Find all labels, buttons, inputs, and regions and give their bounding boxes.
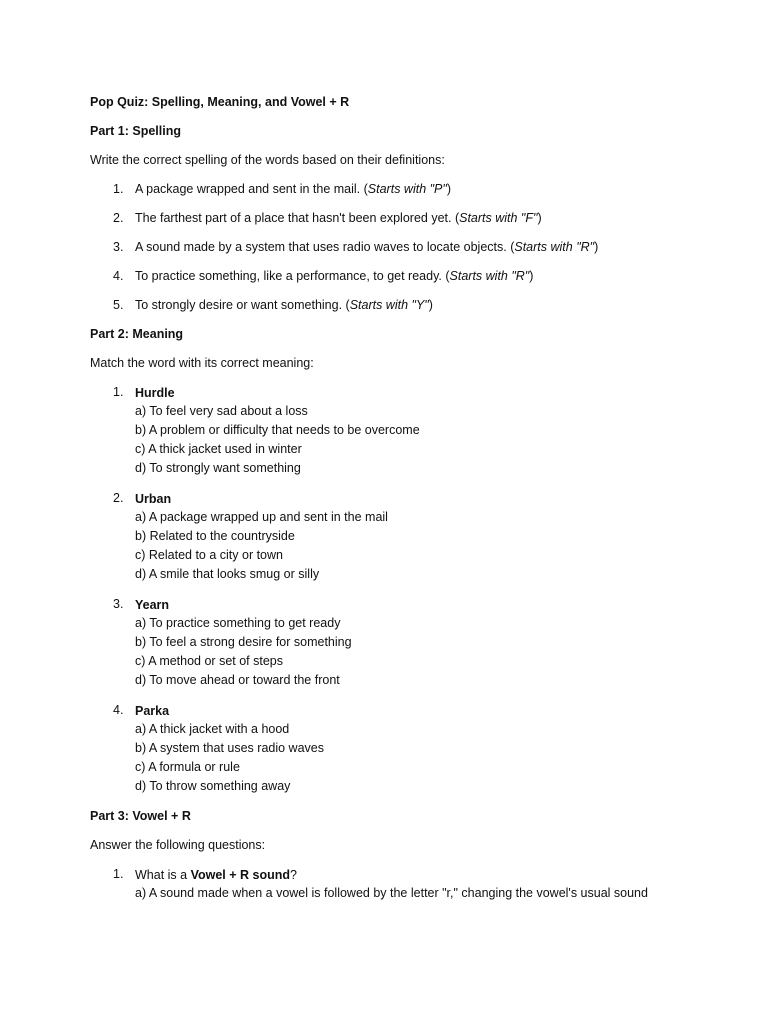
item-number: 4. — [113, 703, 124, 717]
option-a: a) A package wrapped up and sent in the mail — [135, 510, 388, 524]
part1-instructions: Write the correct spelling of the words based on their definitions: — [90, 153, 445, 167]
option-c: c) A thick jacket used in winter — [135, 442, 302, 456]
part3-list — [90, 866, 730, 903]
part2-instructions: Match the word with its correct meaning: — [90, 356, 314, 370]
item-word: Urban — [135, 492, 172, 506]
item-close: ) — [594, 240, 599, 254]
option-a: a) To practice something to get ready — [135, 616, 341, 630]
item-text: A package wrapped and sent in the mail. ( — [135, 182, 368, 196]
part2-item-4 — [90, 702, 730, 796]
part2-item-3 — [90, 596, 730, 690]
document-page — [90, 94, 730, 915]
item-word: Hurdle — [135, 386, 175, 400]
part3-heading: Part 3: Vowel + R — [90, 809, 191, 823]
option-c: c) Related to a city or town — [135, 548, 283, 562]
option-c: c) A formula or rule — [135, 760, 240, 774]
item-hint: Starts with "P" — [367, 182, 447, 196]
part3-instructions: Answer the following questions: — [90, 838, 266, 852]
part1-list — [90, 181, 730, 314]
part2-list — [90, 384, 730, 796]
part1-item-2 — [90, 210, 730, 227]
item-text: To strongly desire or want something. ( — [135, 298, 350, 312]
question-suffix: ? — [290, 868, 297, 882]
question-bold: Vowel + R sound — [190, 868, 291, 882]
option-a: a) A sound made when a vowel is followed by the letter "r," changing the vowel's usual sound — [135, 886, 648, 900]
item-hint: Starts with "R" — [449, 269, 530, 283]
item-hint: Starts with "Y" — [349, 298, 429, 312]
item-text: The farthest part of a place that hasn't been explored yet. ( — [135, 211, 460, 225]
option-b: b) A problem or difficulty that needs to be overcome — [135, 423, 420, 437]
option-a: a) To feel very sad about a loss — [135, 404, 308, 418]
part1-item-5 — [90, 297, 730, 314]
item-close: ) — [529, 269, 534, 283]
item-close: ) — [428, 298, 433, 312]
part1-item-4 — [90, 268, 730, 285]
item-text: To practice something, like a performance, to get ready. ( — [135, 269, 450, 283]
item-number: 1. — [113, 385, 124, 399]
item-word: Parka — [135, 704, 170, 718]
item-number: 4. — [113, 269, 124, 283]
page-title: Pop Quiz: Spelling, Meaning, and Vowel + R — [90, 95, 350, 109]
question-prefix: What is a — [135, 868, 191, 882]
part1-item-3 — [90, 239, 730, 256]
option-c: c) A method or set of steps — [135, 654, 283, 668]
item-number: 3. — [113, 597, 124, 611]
item-number: 5. — [113, 298, 124, 312]
part1-item-1 — [90, 181, 730, 198]
option-d: d) A smile that looks smug or silly — [135, 567, 320, 581]
item-text: A sound made by a system that uses radio waves to locate objects. ( — [135, 240, 515, 254]
item-close: ) — [446, 182, 452, 196]
option-b: b) Related to the countryside — [135, 529, 295, 543]
option-a: a) A thick jacket with a hood — [135, 722, 290, 736]
option-b: b) A system that uses radio waves — [135, 741, 324, 755]
item-hint: Starts with "F" — [459, 211, 538, 225]
option-d: d) To throw something away — [135, 779, 291, 793]
part2-item-2 — [90, 490, 730, 584]
item-hint: Starts with "R" — [514, 240, 595, 254]
part2-item-1 — [90, 384, 730, 478]
item-number: 1. — [113, 867, 124, 881]
part2-heading: Part 2: Meaning — [90, 327, 184, 341]
item-close: ) — [537, 211, 542, 225]
item-number: 1. — [113, 182, 124, 196]
option-b: b) To feel a strong desire for something — [135, 635, 352, 649]
part3-item-1 — [90, 866, 730, 903]
part1-heading: Part 1: Spelling — [90, 124, 181, 138]
item-number: 3. — [113, 240, 124, 254]
item-number: 2. — [113, 211, 124, 225]
item-word: Yearn — [135, 598, 170, 612]
item-number: 2. — [113, 491, 124, 505]
question-line — [135, 866, 730, 884]
option-d: d) To strongly want something — [135, 461, 301, 475]
option-d: d) To move ahead or toward the front — [135, 673, 340, 687]
